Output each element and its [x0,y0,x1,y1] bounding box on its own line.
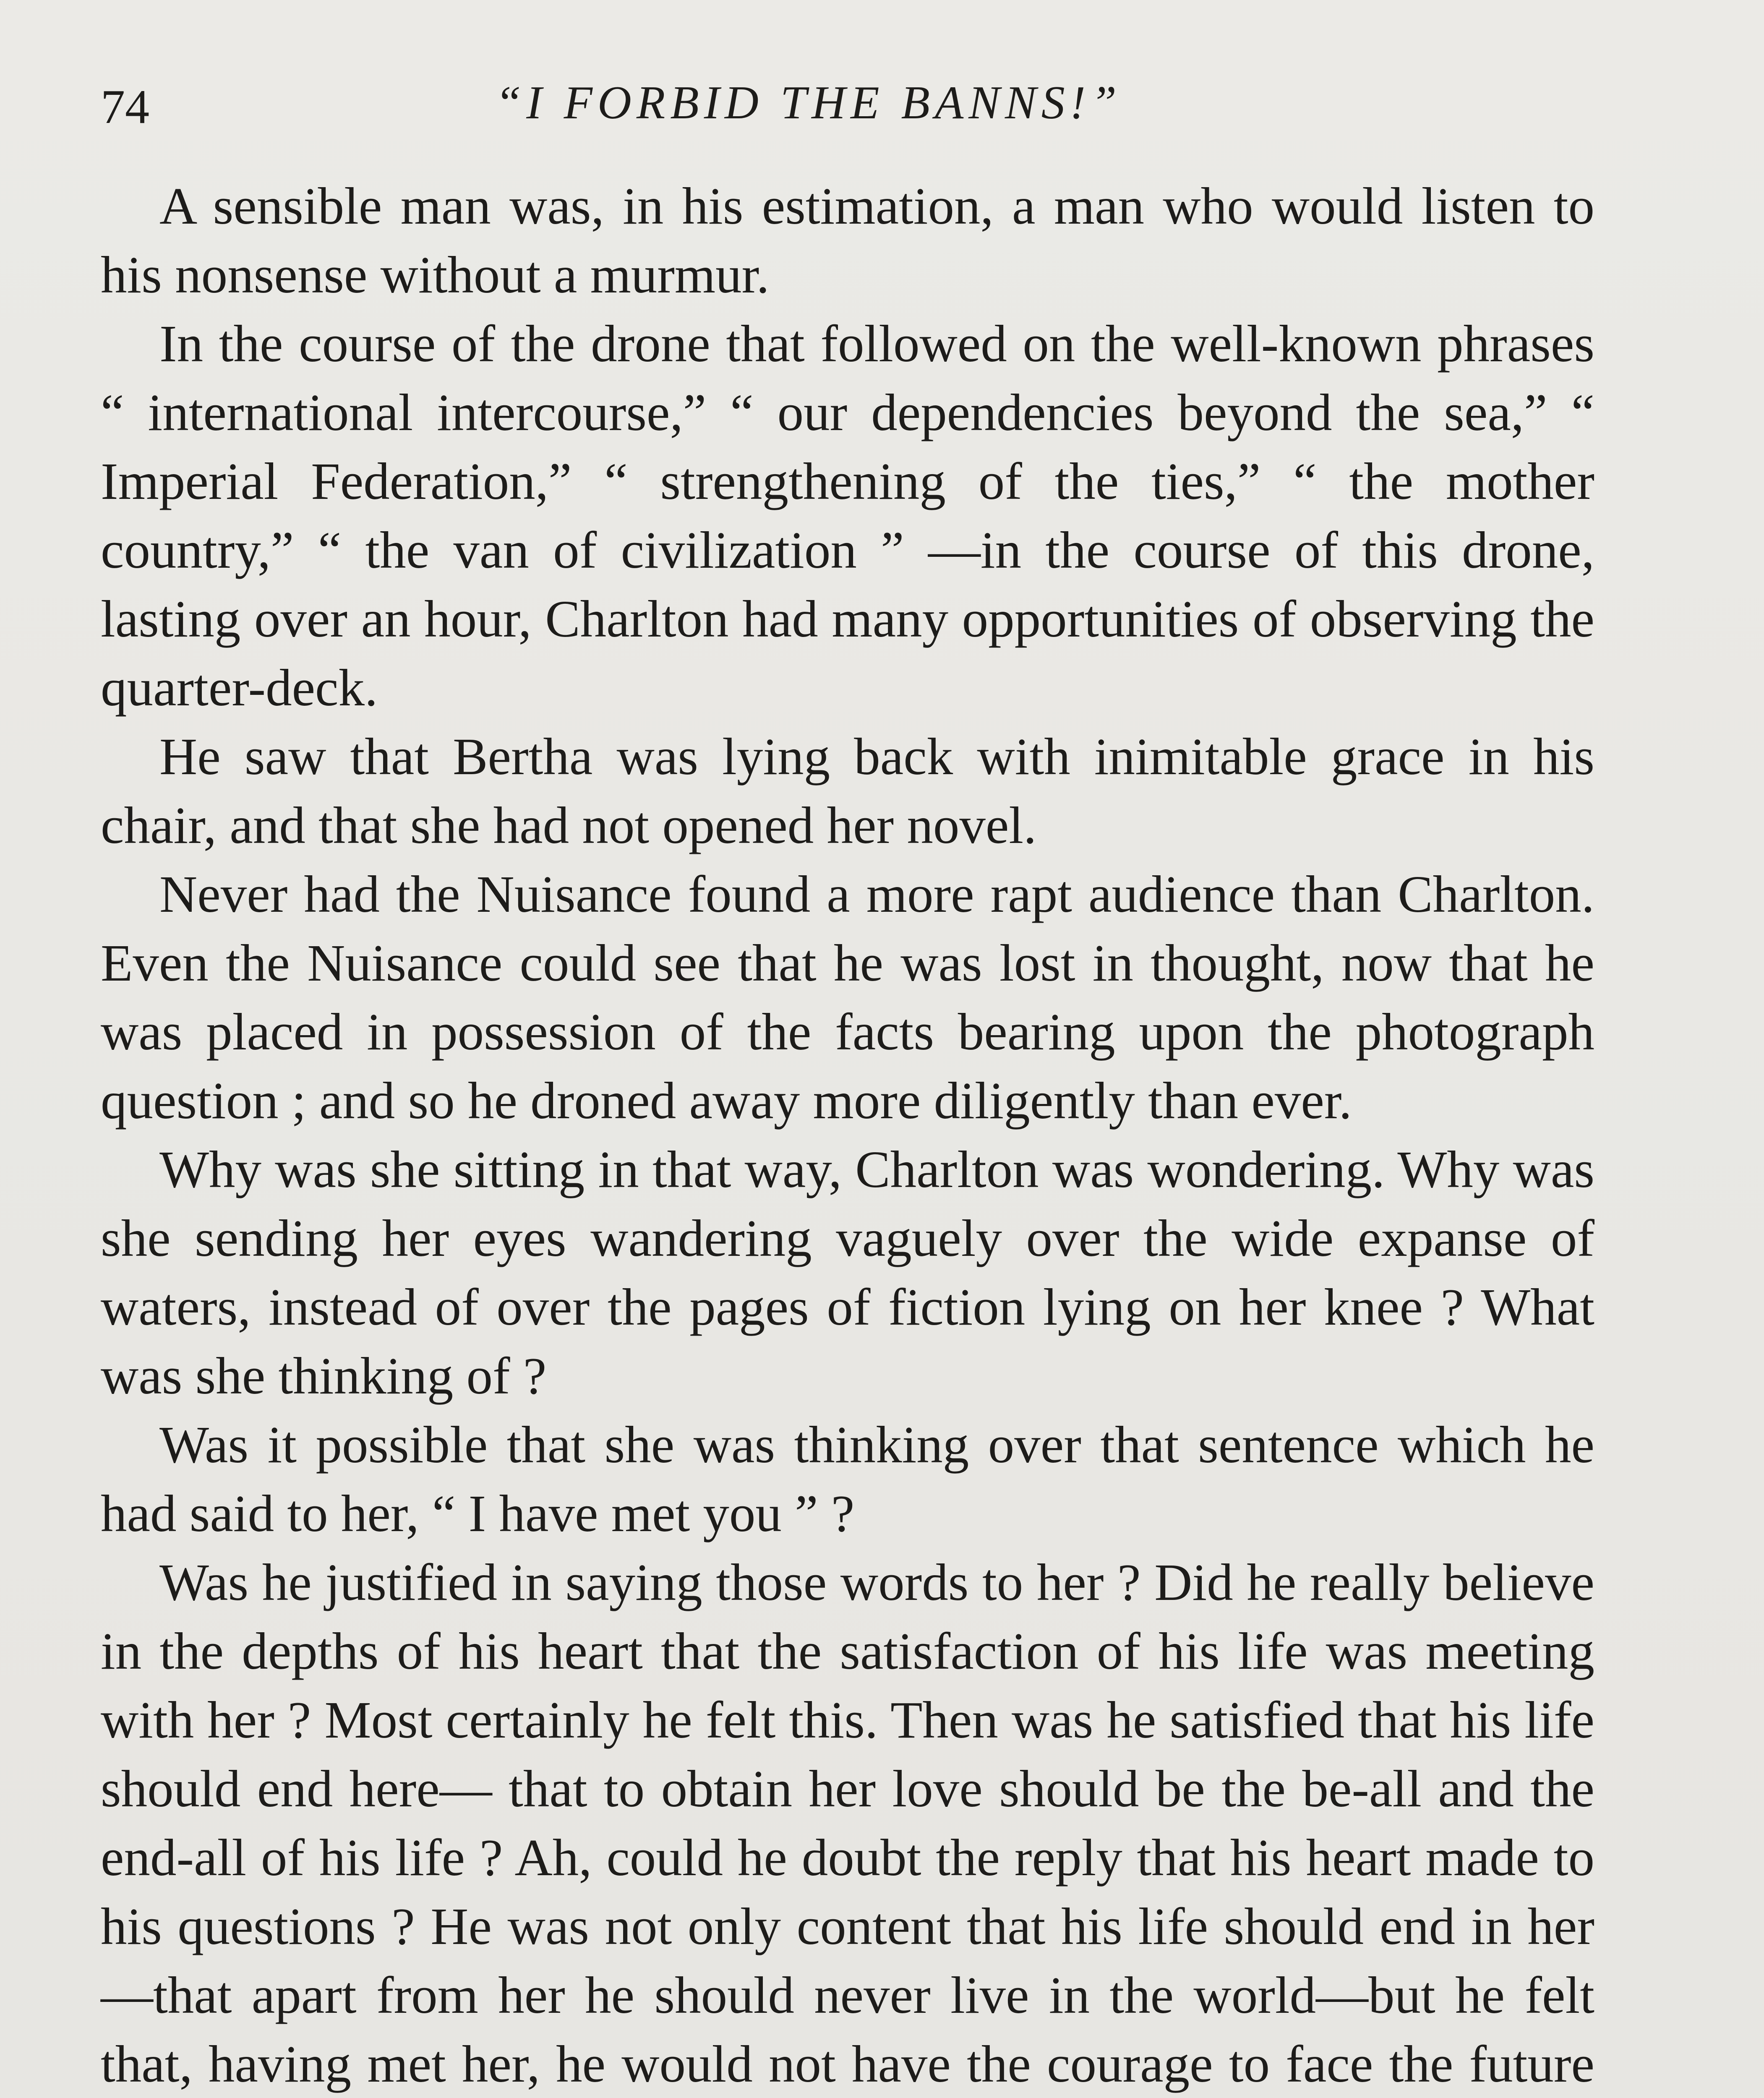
paragraph: Was he justified in saying those words to her ? Did he really believe in the depths of his heart that the satisfaction of his life was meeting with her ? Most certainly he felt this. Then was he satisfied that his life should end here— that to obtain her love should be the be-all and the end-all of his life ? Ah, could he doubt the reply that his heart made to his questions ? He was not only content that his life should end in her—that apart from her he should never live in the world—but he felt that, having met her, he would not have the courage to face the future [101,1554,1594,2093]
paragraph: A sensible man was, in his estimation, a man who would listen to his nonsense without a murmur. [101,177,1594,304]
paragraph: Never had the Nuisance found a more rapt audience than Charlton. Even the Nuisance could see that he was lost in thought, now that he was placed in possession of the facts bearing upon the photograph question ; and so he droned away more diligently than ever. [101,866,1594,1130]
body-text [101,172,1594,2098]
paragraph: Why was she sitting in that way, Charlton was wondering. Why was she sending her eyes wandering vaguely over the wide expanse of waters, instead of over the pages of fiction lying on her knee ? What was she thinking of ? [101,1141,1594,1405]
running-title: “I FORBID THE BANNS!” [495,77,1122,129]
paragraph: He saw that Bertha was lying back with inimitable grace in his chair, and that she had not opened her novel. [101,728,1594,855]
page-number: 74 [101,80,149,134]
running-head [101,63,1603,147]
paragraph: Was it possible that she was thinking over that sentence which he had said to her, “ I have met you ” ? [101,1416,1594,1543]
paragraph: In the course of the drone that followed on the well-known phrases “ international intercourse,” “ our dependencies beyond the sea,” “ Imperial Federation,” “ strengthening of the ties,” “ the mother country,” “ the van of civilization ” —in the course of this drone, lasting over an hour, Charlton had many opportunities of observing the quarter-deck. [101,315,1594,717]
